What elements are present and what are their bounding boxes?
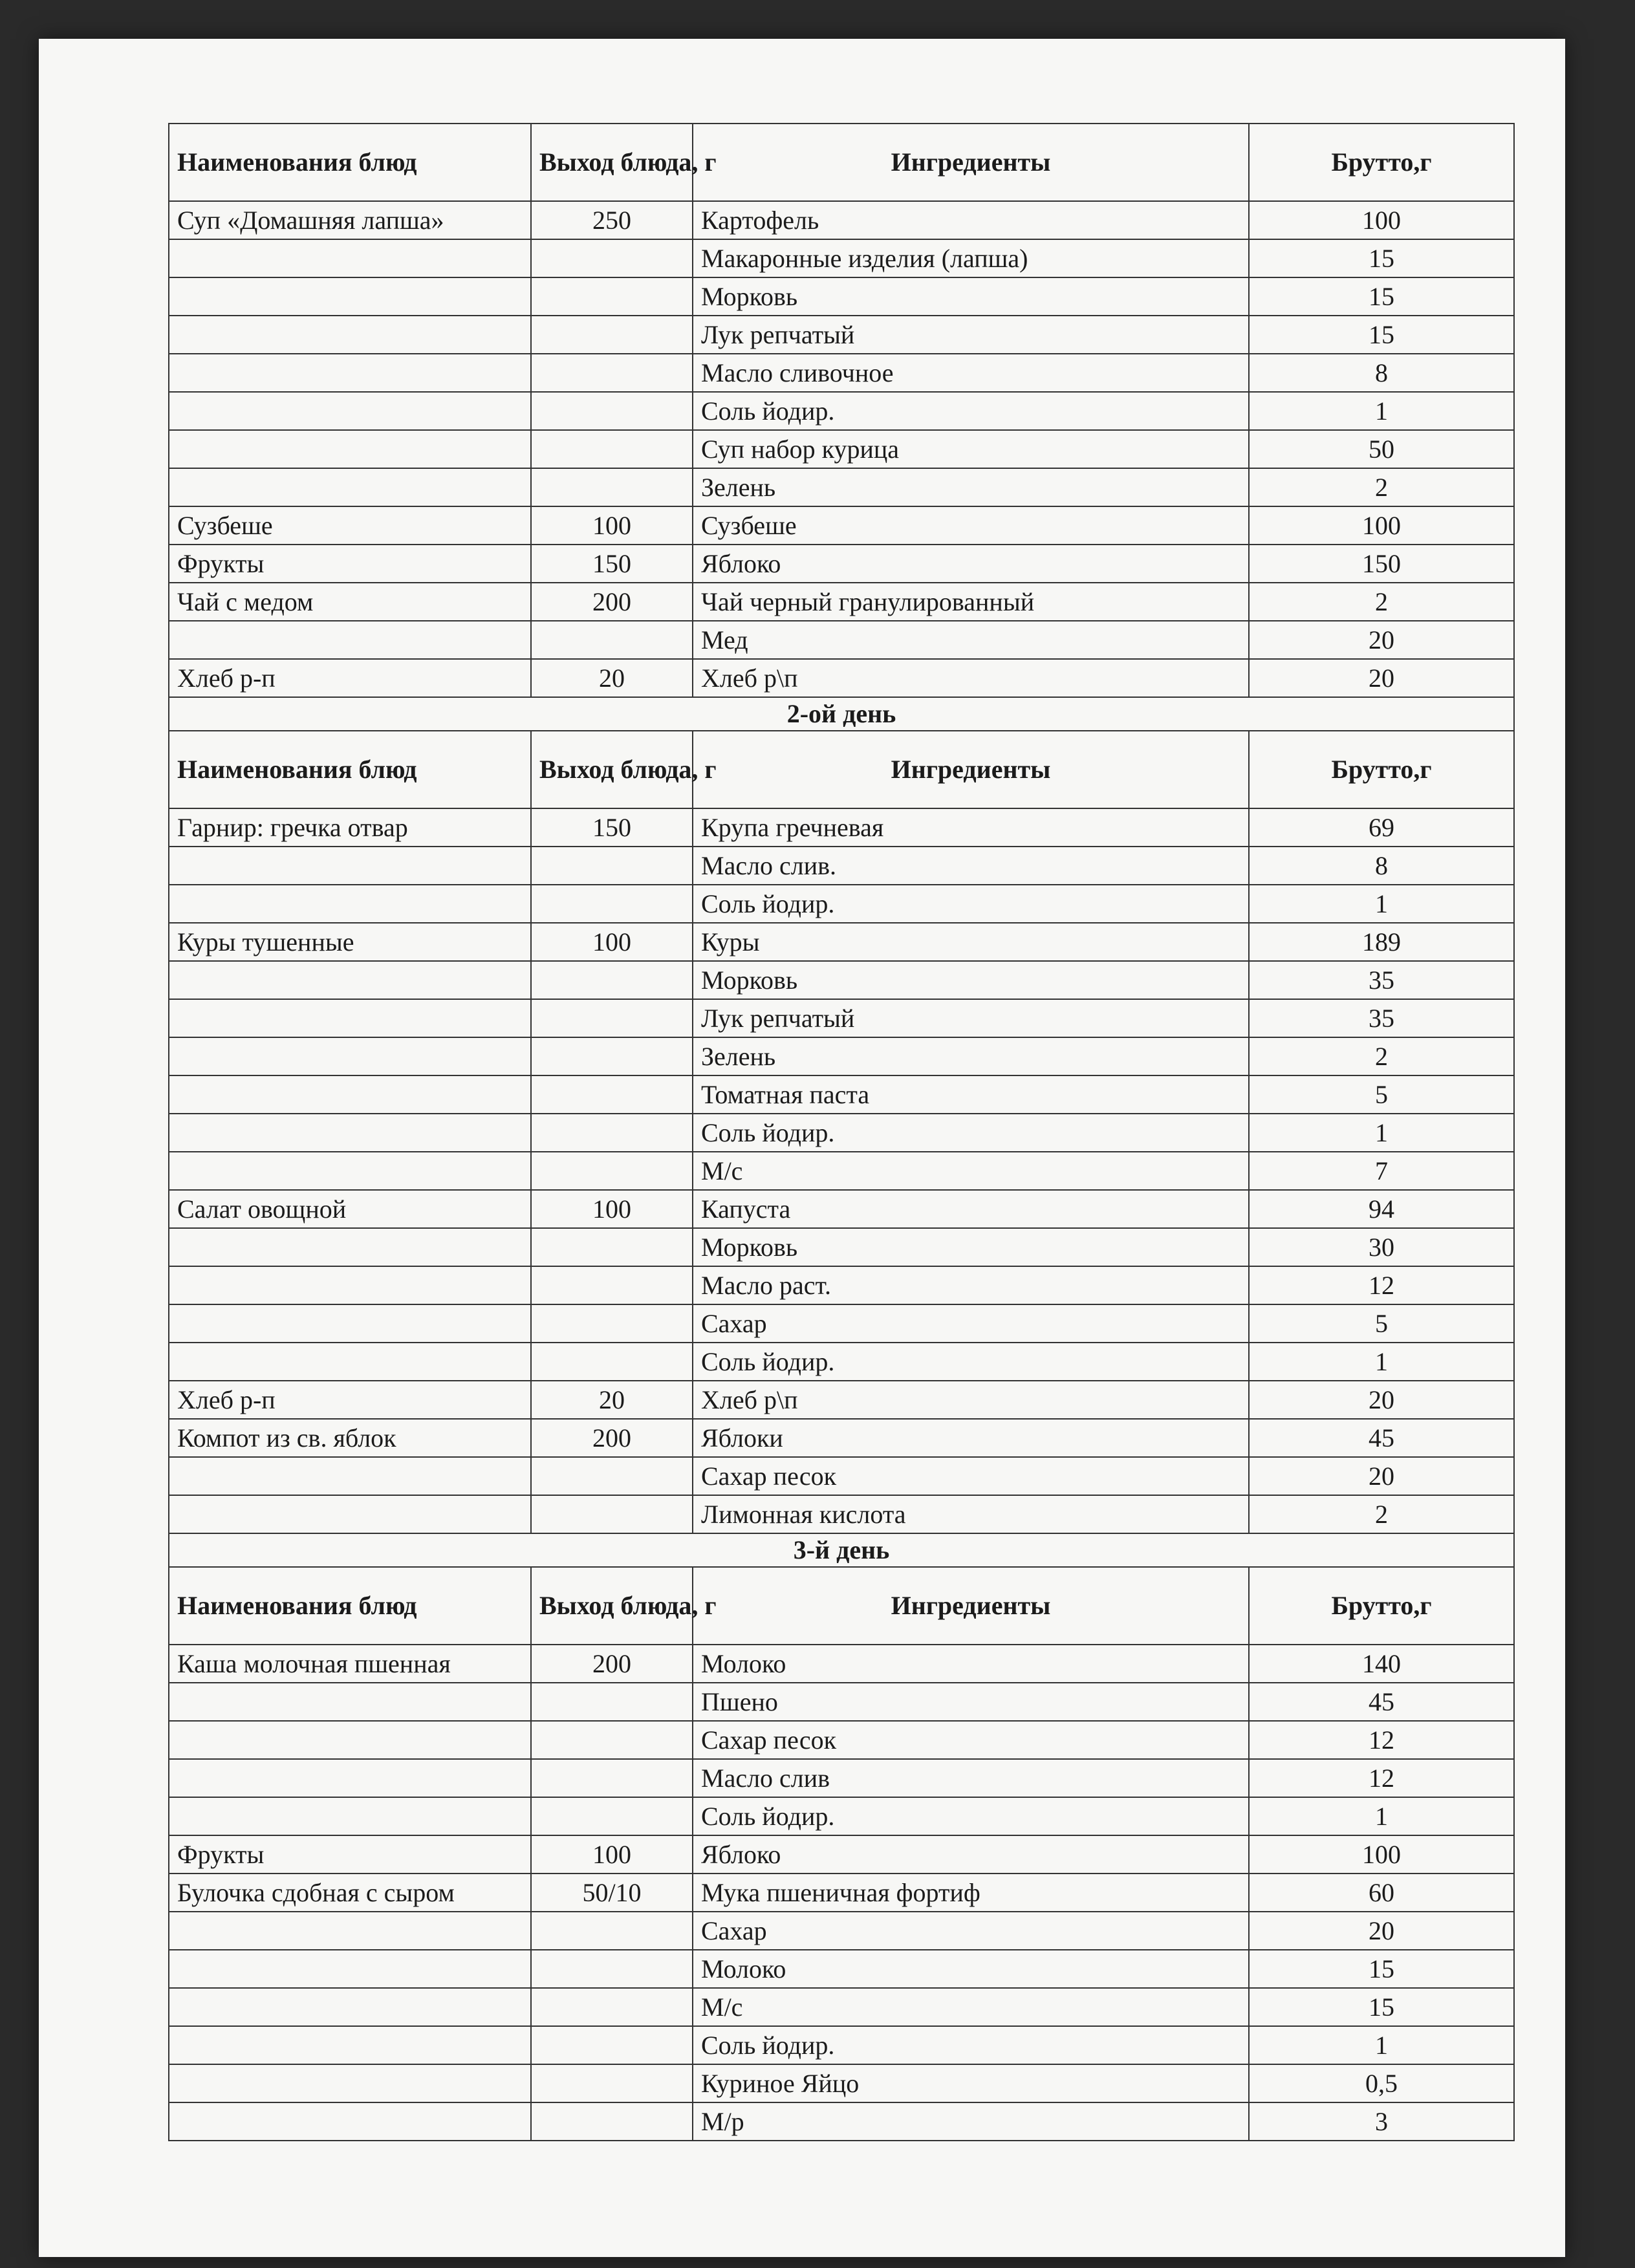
ingredient-cell: Молоко <box>693 1950 1249 1988</box>
brutto-cell: 20 <box>1249 659 1514 697</box>
yield-cell: 100 <box>531 506 693 545</box>
menu-table <box>168 123 1515 2141</box>
brutto-cell: 8 <box>1249 847 1514 885</box>
yield-cell: 250 <box>531 201 693 239</box>
ingredient-cell: Соль йодир. <box>693 1797 1249 1835</box>
dish-name-cell <box>169 1988 531 2026</box>
table-row <box>169 2064 1514 2102</box>
yield-cell: 20 <box>531 1381 693 1419</box>
table-row <box>169 354 1514 392</box>
yield-cell <box>531 354 693 392</box>
dish-name-cell <box>169 1304 531 1343</box>
brutto-cell: 20 <box>1249 1457 1514 1495</box>
brutto-cell: 15 <box>1249 1950 1514 1988</box>
ingredient-cell: Томатная паста <box>693 1075 1249 1114</box>
dish-name-cell <box>169 1759 531 1797</box>
yield-cell: 200 <box>531 1419 693 1457</box>
dish-name-cell <box>169 1343 531 1381</box>
dish-name-cell <box>169 999 531 1037</box>
yield-cell <box>531 468 693 506</box>
yield-cell <box>531 885 693 923</box>
ingredient-cell: Сахар песок <box>693 1721 1249 1759</box>
yield-cell <box>531 1759 693 1797</box>
table-header-row <box>169 124 1514 201</box>
ingredient-cell: Хлеб р\п <box>693 1381 1249 1419</box>
table-row <box>169 621 1514 659</box>
table-row <box>169 2102 1514 2141</box>
ingredient-cell: Зелень <box>693 1037 1249 1075</box>
ingredient-cell: Соль йодир. <box>693 392 1249 430</box>
ingredient-cell: Куры <box>693 923 1249 961</box>
ingredient-cell: Картофель <box>693 201 1249 239</box>
brutto-cell: 20 <box>1249 1912 1514 1950</box>
brutto-cell: 5 <box>1249 1075 1514 1114</box>
table-row <box>169 1114 1514 1152</box>
table-row <box>169 847 1514 885</box>
dish-name-cell <box>169 1457 531 1495</box>
table-row <box>169 316 1514 354</box>
ingredient-cell: Хлеб р\п <box>693 659 1249 697</box>
yield-cell <box>531 999 693 1037</box>
yield-cell: 100 <box>531 923 693 961</box>
ingredient-cell: Пшено <box>693 1683 1249 1721</box>
yield-cell <box>531 2064 693 2102</box>
ingredient-cell: Крупа гречневая <box>693 808 1249 847</box>
dish-name-cell <box>169 430 531 468</box>
ingredient-cell: Яблоки <box>693 1419 1249 1457</box>
yield-cell <box>531 1037 693 1075</box>
table-row <box>169 885 1514 923</box>
table-row <box>169 1304 1514 1343</box>
yield-header: Выход блюда, г <box>531 731 693 808</box>
dish-name-cell <box>169 239 531 277</box>
ingredient-cell: М/с <box>693 1152 1249 1190</box>
yield-cell <box>531 621 693 659</box>
brutto-cell: 20 <box>1249 621 1514 659</box>
ingredient-cell: Морковь <box>693 961 1249 999</box>
dish-name-cell <box>169 1075 531 1114</box>
yield-header: Выход блюда, г <box>531 1567 693 1645</box>
dish-name-cell <box>169 1912 531 1950</box>
dish-name-cell: Хлеб р-п <box>169 659 531 697</box>
ingredient-cell: Морковь <box>693 1228 1249 1266</box>
dish-name-cell: Хлеб р-п <box>169 1381 531 1419</box>
day-title: 3-й день <box>169 1533 1514 1567</box>
yield-cell <box>531 1304 693 1343</box>
brutto-cell: 1 <box>1249 1114 1514 1152</box>
table-row <box>169 1835 1514 1874</box>
yield-cell: 200 <box>531 1645 693 1683</box>
ingredient-cell: Яблоко <box>693 545 1249 583</box>
brutto-cell: 69 <box>1249 808 1514 847</box>
dish-name-cell: Салат овощной <box>169 1190 531 1228</box>
brutto-cell: 3 <box>1249 2102 1514 2141</box>
table-row <box>169 392 1514 430</box>
ingredient-cell: Куриное Яйцо <box>693 2064 1249 2102</box>
table-row <box>169 659 1514 697</box>
table-row <box>169 1343 1514 1381</box>
dish-name-cell <box>169 1797 531 1835</box>
yield-cell <box>531 316 693 354</box>
dish-name-cell: Фрукты <box>169 1835 531 1874</box>
ingredient-cell: Мука пшеничная фортиф <box>693 1874 1249 1912</box>
table-row <box>169 961 1514 999</box>
day-title-row <box>169 697 1514 731</box>
dish-name-cell <box>169 961 531 999</box>
yield-cell <box>531 1797 693 1835</box>
yield-cell <box>531 1495 693 1533</box>
dish-name-cell: Компот из св. яблок <box>169 1419 531 1457</box>
table-row <box>169 1152 1514 1190</box>
table-row <box>169 1228 1514 1266</box>
brutto-cell: 15 <box>1249 316 1514 354</box>
ingredients-header: Ингредиенты <box>693 124 1249 201</box>
table-row <box>169 999 1514 1037</box>
dish-name-cell <box>169 316 531 354</box>
yield-header: Выход блюда, г <box>531 124 693 201</box>
table-row <box>169 1495 1514 1533</box>
brutto-cell: 94 <box>1249 1190 1514 1228</box>
yield-cell <box>531 1114 693 1152</box>
ingredient-cell: Масло слив <box>693 1759 1249 1797</box>
table-row <box>169 808 1514 847</box>
dish-header: Наименования блюд <box>169 731 531 808</box>
dish-name-cell <box>169 621 531 659</box>
yield-cell <box>531 2102 693 2141</box>
ingredient-cell: Капуста <box>693 1190 1249 1228</box>
brutto-cell: 15 <box>1249 239 1514 277</box>
yield-cell: 200 <box>531 583 693 621</box>
brutto-header: Брутто,г <box>1249 124 1514 201</box>
yield-cell <box>531 1266 693 1304</box>
yield-cell: 100 <box>531 1835 693 1874</box>
brutto-cell: 100 <box>1249 1835 1514 1874</box>
dish-name-cell: Каша молочная пшенная <box>169 1645 531 1683</box>
brutto-cell: 100 <box>1249 201 1514 239</box>
dish-name-cell <box>169 392 531 430</box>
ingredient-cell: Зелень <box>693 468 1249 506</box>
brutto-cell: 12 <box>1249 1721 1514 1759</box>
yield-cell <box>531 1457 693 1495</box>
table-row <box>169 506 1514 545</box>
ingredient-cell: М/р <box>693 2102 1249 2141</box>
table-row <box>169 1419 1514 1457</box>
brutto-cell: 2 <box>1249 468 1514 506</box>
yield-cell <box>531 277 693 316</box>
dish-name-cell <box>169 885 531 923</box>
dish-name-cell <box>169 1721 531 1759</box>
brutto-cell: 12 <box>1249 1759 1514 1797</box>
table-row <box>169 1988 1514 2026</box>
ingredient-cell: Соль йодир. <box>693 1343 1249 1381</box>
dish-name-cell: Гарнир: гречка отвар <box>169 808 531 847</box>
brutto-cell: 30 <box>1249 1228 1514 1266</box>
table-row <box>169 1457 1514 1495</box>
table-row <box>169 2026 1514 2064</box>
table-row <box>169 1037 1514 1075</box>
yield-cell <box>531 1912 693 1950</box>
ingredient-cell: Сузбеше <box>693 506 1249 545</box>
dish-name-cell: Булочка сдобная с сыром <box>169 1874 531 1912</box>
ingredient-cell: Суп набор курица <box>693 430 1249 468</box>
yield-cell <box>531 1721 693 1759</box>
dish-header: Наименования блюд <box>169 124 531 201</box>
brutto-cell: 5 <box>1249 1304 1514 1343</box>
dish-name-cell <box>169 1683 531 1721</box>
brutto-cell: 189 <box>1249 923 1514 961</box>
yield-cell: 150 <box>531 808 693 847</box>
table-row <box>169 201 1514 239</box>
brutto-cell: 12 <box>1249 1266 1514 1304</box>
ingredient-cell: Макаронные изделия (лапша) <box>693 239 1249 277</box>
brutto-cell: 8 <box>1249 354 1514 392</box>
table-row <box>169 1683 1514 1721</box>
scanned-page <box>39 39 1565 2257</box>
brutto-cell: 100 <box>1249 506 1514 545</box>
ingredient-cell: Соль йодир. <box>693 2026 1249 2064</box>
dish-name-cell <box>169 1266 531 1304</box>
brutto-cell: 0,5 <box>1249 2064 1514 2102</box>
table-row <box>169 1075 1514 1114</box>
yield-cell <box>531 961 693 999</box>
dish-name-cell <box>169 277 531 316</box>
table-row <box>169 277 1514 316</box>
yield-cell <box>531 1228 693 1266</box>
dish-name-cell <box>169 2102 531 2141</box>
ingredient-cell: Сахар песок <box>693 1457 1249 1495</box>
table-header-row <box>169 1567 1514 1645</box>
brutto-cell: 35 <box>1249 999 1514 1037</box>
day-title: 2-ой день <box>169 697 1514 731</box>
brutto-cell: 1 <box>1249 2026 1514 2064</box>
yield-cell <box>531 2026 693 2064</box>
yield-cell <box>531 430 693 468</box>
ingredient-cell: Молоко <box>693 1645 1249 1683</box>
ingredient-cell: Соль йодир. <box>693 1114 1249 1152</box>
day-title-row <box>169 1533 1514 1567</box>
ingredient-cell: Мед <box>693 621 1249 659</box>
yield-cell <box>531 1343 693 1381</box>
table-row <box>169 1950 1514 1988</box>
dish-name-cell <box>169 468 531 506</box>
yield-cell <box>531 1950 693 1988</box>
brutto-cell: 60 <box>1249 1874 1514 1912</box>
yield-cell <box>531 1152 693 1190</box>
dish-name-cell <box>169 1495 531 1533</box>
yield-cell: 100 <box>531 1190 693 1228</box>
brutto-cell: 1 <box>1249 1343 1514 1381</box>
table-row <box>169 1266 1514 1304</box>
brutto-cell: 20 <box>1249 1381 1514 1419</box>
yield-cell <box>531 1683 693 1721</box>
table-row <box>169 1912 1514 1950</box>
brutto-cell: 50 <box>1249 430 1514 468</box>
dish-name-cell <box>169 847 531 885</box>
table-header-row <box>169 731 1514 808</box>
dish-name-cell <box>169 1037 531 1075</box>
ingredient-cell: Сахар <box>693 1912 1249 1950</box>
ingredient-cell: Масло сливочное <box>693 354 1249 392</box>
dish-name-cell <box>169 1114 531 1152</box>
brutto-cell: 140 <box>1249 1645 1514 1683</box>
table-row <box>169 1721 1514 1759</box>
brutto-cell: 2 <box>1249 1495 1514 1533</box>
yield-cell <box>531 1075 693 1114</box>
ingredient-cell: Масло раст. <box>693 1266 1249 1304</box>
ingredient-cell: Яблоко <box>693 1835 1249 1874</box>
brutto-cell: 45 <box>1249 1419 1514 1457</box>
brutto-cell: 1 <box>1249 1797 1514 1835</box>
brutto-cell: 15 <box>1249 277 1514 316</box>
dish-name-cell <box>169 2064 531 2102</box>
table-row <box>169 1797 1514 1835</box>
dish-name-cell: Куры тушенные <box>169 923 531 961</box>
table-row <box>169 1874 1514 1912</box>
brutto-cell: 1 <box>1249 392 1514 430</box>
brutto-cell: 15 <box>1249 1988 1514 2026</box>
brutto-cell: 1 <box>1249 885 1514 923</box>
table-row <box>169 923 1514 961</box>
dish-name-cell <box>169 1228 531 1266</box>
dish-name-cell: Чай с медом <box>169 583 531 621</box>
table-row <box>169 468 1514 506</box>
brutto-cell: 45 <box>1249 1683 1514 1721</box>
yield-cell: 150 <box>531 545 693 583</box>
ingredient-cell: Лук репчатый <box>693 999 1249 1037</box>
table-row <box>169 1381 1514 1419</box>
brutto-cell: 2 <box>1249 1037 1514 1075</box>
dish-name-cell <box>169 1152 531 1190</box>
ingredient-cell: Сахар <box>693 1304 1249 1343</box>
ingredient-cell: Масло слив. <box>693 847 1249 885</box>
ingredient-cell: Лук репчатый <box>693 316 1249 354</box>
ingredient-cell: Соль йодир. <box>693 885 1249 923</box>
ingredient-cell: Чай черный гранулированный <box>693 583 1249 621</box>
dish-name-cell <box>169 1950 531 1988</box>
brutto-cell: 150 <box>1249 545 1514 583</box>
brutto-cell: 2 <box>1249 583 1514 621</box>
ingredient-cell: Лимонная кислота <box>693 1495 1249 1533</box>
table-row <box>169 430 1514 468</box>
yield-cell: 20 <box>531 659 693 697</box>
yield-cell <box>531 239 693 277</box>
brutto-header: Брутто,г <box>1249 1567 1514 1645</box>
ingredients-header: Ингредиенты <box>693 1567 1249 1645</box>
dish-name-cell: Фрукты <box>169 545 531 583</box>
ingredient-cell: М/с <box>693 1988 1249 2026</box>
yield-cell: 50/10 <box>531 1874 693 1912</box>
table-row <box>169 545 1514 583</box>
ingredient-cell: Морковь <box>693 277 1249 316</box>
brutto-cell: 35 <box>1249 961 1514 999</box>
brutto-cell: 7 <box>1249 1152 1514 1190</box>
table-row <box>169 583 1514 621</box>
table-row <box>169 1190 1514 1228</box>
dish-name-cell: Сузбеше <box>169 506 531 545</box>
dish-name-cell <box>169 354 531 392</box>
yield-cell <box>531 392 693 430</box>
table-row <box>169 239 1514 277</box>
table-row <box>169 1645 1514 1683</box>
table-row <box>169 1759 1514 1797</box>
ingredients-header: Ингредиенты <box>693 731 1249 808</box>
dish-name-cell: Суп «Домашняя лапша» <box>169 201 531 239</box>
brutto-header: Брутто,г <box>1249 731 1514 808</box>
menu-sheet <box>168 123 1513 2141</box>
yield-cell <box>531 1988 693 2026</box>
yield-cell <box>531 847 693 885</box>
dish-header: Наименования блюд <box>169 1567 531 1645</box>
dish-name-cell <box>169 2026 531 2064</box>
